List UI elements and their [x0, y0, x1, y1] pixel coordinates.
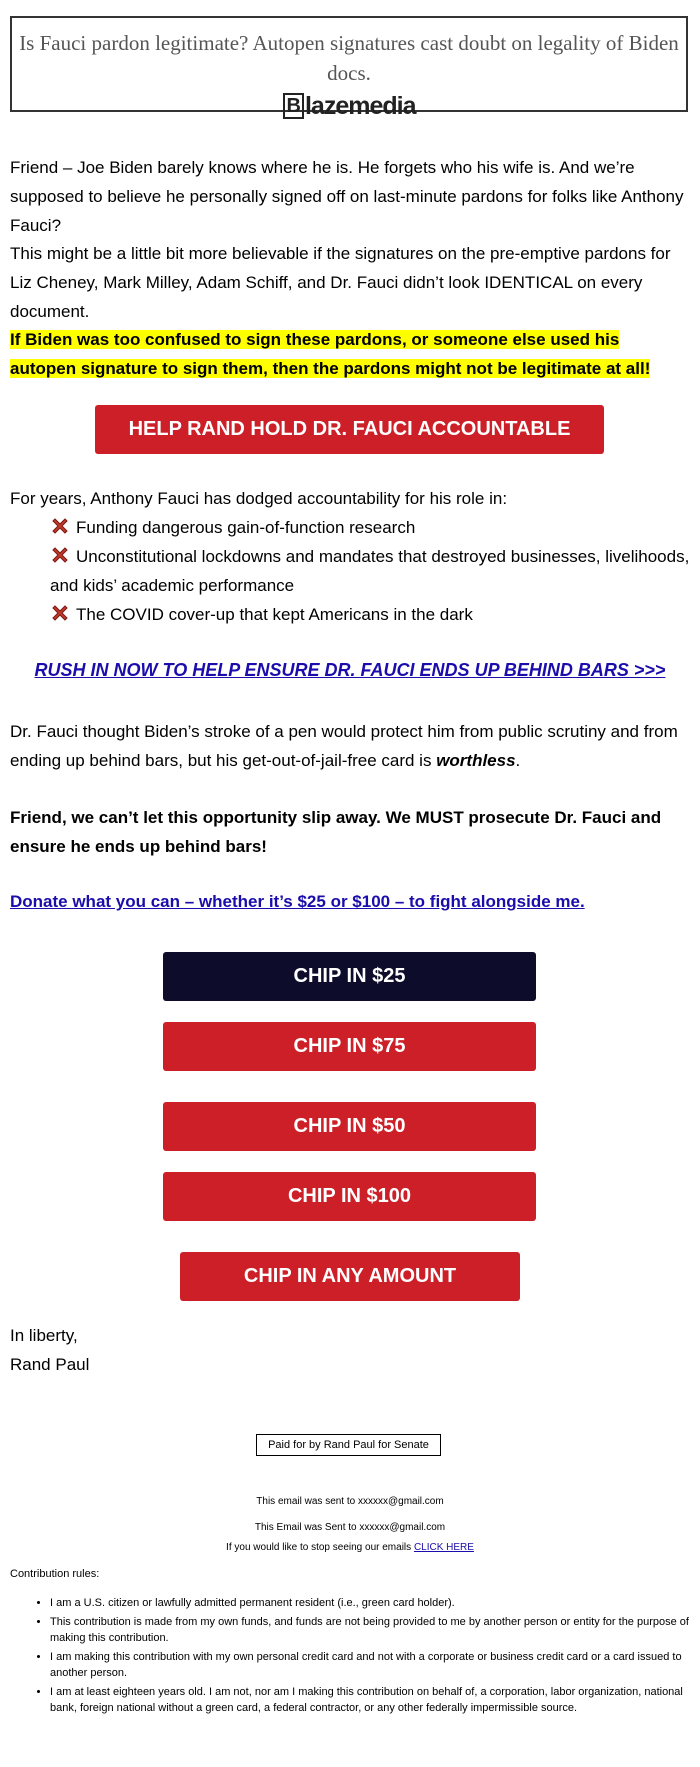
list-item: Funding dangerous gain-of-function research — [50, 513, 690, 542]
rush-in-link[interactable]: RUSH IN NOW TO HELP ENSURE DR. FAUCI ENDS UP BEHIND BARS >>> — [34, 660, 666, 680]
red-x-icon — [50, 603, 70, 623]
red-x-icon — [50, 545, 70, 565]
sent-to-notice: This email was sent to xxxxxx@gmail.com — [256, 1496, 444, 1507]
chip-in-100-button[interactable]: CHIP IN $100 — [163, 1172, 536, 1221]
blazemedia-logo: B lazemedia — [12, 92, 686, 121]
list-item: Unconstitutional lockdowns and mandates that destroyed businesses, livelihoods, and kids’ academic performance — [50, 547, 690, 595]
list-item: • I am making this contribution with my own personal credit card and not with a corporate or business credit card or a card issued to another person. — [50, 1649, 690, 1681]
contribution-rules-title: Contribution rules: — [10, 1568, 100, 1580]
list-item: The COVID cover-up that kept Americans in the dark — [50, 600, 690, 629]
hold-fauci-accountable-button[interactable]: HELP RAND HOLD DR. FAUCI ACCOUNTABLE — [95, 405, 604, 454]
closing: In liberty, — [10, 1326, 78, 1345]
chip-in-75-button[interactable]: CHIP IN $75 — [163, 1022, 536, 1071]
list-intro: For years, Anthony Fauci has dodged accountability for his role in: — [10, 489, 508, 508]
paragraph-intro: Friend – Joe Biden barely knows where he is. He forgets who his wife is. And we’re supposed to believe he personally signed off on last-minute pardons for folks like Anthony Fauci? — [10, 158, 684, 235]
paragraph-signatures: This might be a little bit more believable if the signatures on the pre-emptive pardons for Liz Cheney, Mark Milley, Adam Schiff, and Dr. Fauci didn’t look IDENTICAL on every document. — [10, 244, 671, 321]
highlight-text: If Biden was too confused to sign these pardons, or someone else used his autopen signature to sign them, then the pardons might not be legitimate at all! — [10, 330, 651, 378]
chip-in-any-amount-button[interactable]: CHIP IN ANY AMOUNT — [180, 1252, 520, 1301]
list-item: • I am at least eighteen years old. I am not, nor am I making this contribution on behalf of, a corporation, labor organization, national bank, foreign national without a green card, a federal contractor, or any other federally impermissible source. — [50, 1684, 690, 1716]
chip-in-25-button[interactable]: CHIP IN $25 — [163, 952, 536, 1001]
chip-in-50-button[interactable]: CHIP IN $50 — [163, 1102, 536, 1151]
donate-link[interactable]: Donate what you can – whether it’s $25 or $100 – to fight alongside me. — [10, 892, 585, 911]
paragraph-worthless: Dr. Fauci thought Biden’s stroke of a pen would protect him from public scrutiny and from ending up behind bars, but his get-out-of-jail-free card is worthless. — [10, 722, 678, 770]
list-item: • This contribution is made from my own funds, and funds are not being provided to me by another person or entity for the purpose of making this contribution. — [50, 1614, 690, 1646]
red-x-icon — [50, 516, 70, 536]
article-headline[interactable]: Is Fauci pardon legitimate? Autopen signatures cast doubt on legality of Biden docs. — [19, 31, 679, 85]
signature-name: Rand Paul — [10, 1355, 90, 1374]
list-item: • I am a U.S. citizen or lawfully admitted permanent resident (i.e., green card holder). — [50, 1595, 690, 1611]
unsubscribe-line: If you would like to stop seeing our emails CLICK HERE — [226, 1542, 474, 1553]
unsubscribe-link[interactable]: CLICK HERE — [413, 1542, 474, 1553]
contribution-rules-list — [10, 1595, 690, 1719]
paid-for-by-box: Paid for by Rand Paul for Senate — [256, 1434, 441, 1456]
article-preview-card[interactable] — [10, 16, 688, 120]
paragraph-prosecute: Friend, we can’t let this opportunity slip away. We MUST prosecute Dr. Fauci and ensure he ends up behind bars! — [10, 808, 662, 856]
highlighted-paragraph — [10, 325, 690, 383]
sent-to-notice-2: This Email was Sent to xxxxxx@gmail.com — [254, 1522, 446, 1533]
